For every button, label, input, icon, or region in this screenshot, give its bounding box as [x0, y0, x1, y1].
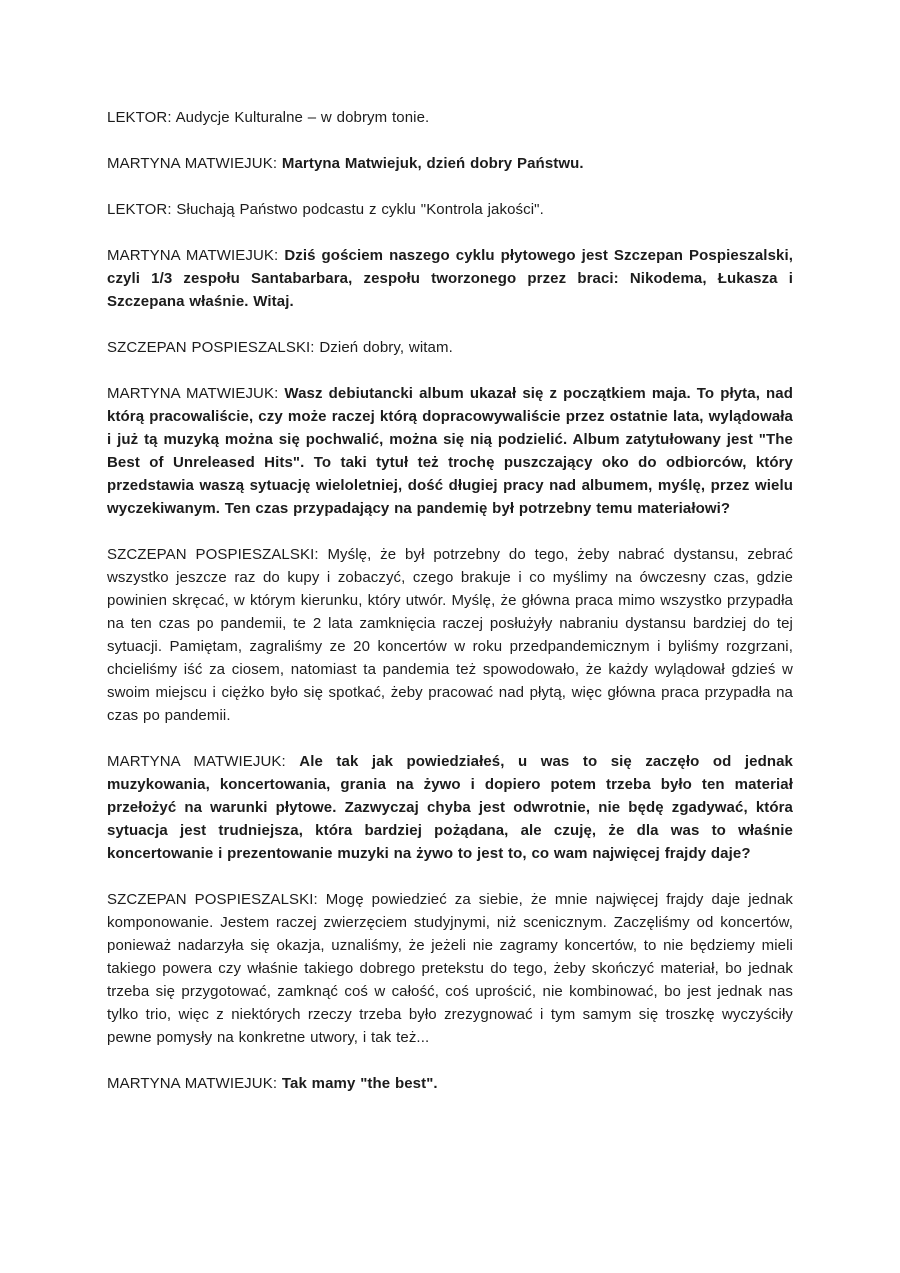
- speaker-label: SZCZEPAN POSPIESZALSKI:: [107, 546, 319, 563]
- transcript-paragraph: [107, 543, 793, 727]
- transcript-paragraph: [107, 152, 793, 175]
- speaker-label: MARTYNA MATWIEJUK:: [107, 1075, 278, 1092]
- speaker-label: MARTYNA MATWIEJUK:: [107, 155, 278, 172]
- speech-text: Tak mamy "the best".: [281, 1075, 438, 1092]
- transcript-paragraph: [107, 198, 793, 221]
- transcript-body: [107, 106, 793, 1095]
- speech-text: Dziś gościem naszego cyklu płytowego jest Szczepan Pospieszalski, czyli 1/3 zespołu Santabarbara, zespołu tworzonego przez braci: Nikodema, Łukasza i Szczepana właśnie. Witaj.: [107, 247, 793, 310]
- speaker-label: MARTYNA MATWIEJUK:: [107, 385, 279, 402]
- speech-text: Ale tak jak powiedziałeś, u was to się zaczęło od jednak muzykowania, koncertowania, grania na żywo i dopiero potem trzeba było ten materiał przełożyć na warunki płytowe. Zazwyczaj chyba jest odwrotnie, nie będę zgadywać, która sytuacja jest trudniejsza, która bardziej pożądana, ale czuję, że dla was to właśnie koncertowanie i prezentowanie muzyki na żywo to jest to, co wam najwięcej frajdy daje?: [107, 753, 793, 862]
- transcript-paragraph: [107, 336, 793, 359]
- speaker-label: SZCZEPAN POSPIESZALSKI:: [107, 339, 315, 356]
- speaker-label: LEKTOR:: [107, 109, 172, 126]
- speaker-label: LEKTOR:: [107, 201, 172, 218]
- speech-text: Myślę, że był potrzebny do tego, żeby nabrać dystansu, zebrać wszystko jeszcze raz do kupy i zobaczyć, czego brakuje i co myślimy na ówczesny czas, gdzie powinien skręcać, w którym kierunku, który utwór. Myślę, że główna praca mimo wszystko przypadła na ten czas po pandemii, te 2 lata zamknięcia raczej posłużyły nabraniu dystansu bardziej do tej sytuacji. Pamiętam, zagraliśmy ze 20 koncertów w roku przedpandemicznym i byliśmy rozgrzani, chcieliśmy iść za ciosem, natomiast ta pandemia też spowodowało, że każdy wylądował gdzieś w swoim miejscu i ciężko było się spotkać, żeby pracować nad płytą, więc główna praca przypadła na czas po pandemii.: [107, 546, 793, 724]
- transcript-paragraph: [107, 244, 793, 313]
- transcript-paragraph: [107, 888, 793, 1049]
- speaker-label: MARTYNA MATWIEJUK:: [107, 247, 279, 264]
- speech-text: Martyna Matwiejuk, dzień dobry Państwu.: [281, 155, 584, 172]
- speech-text: Wasz debiutancki album ukazał się z początkiem maja. To płyta, nad którą pracowaliście, czy może raczej którą dopracowywaliście przez ostatnie lata, wylądowała i już tą muzyką można się pochwalić, można się nią podzielić. Album zatytułowany jest "The Best of Unreleased Hits". To taki tytuł też trochę puszczający oko do odbiorców, który przedstawia waszą sytuację wieloletniej, dość długiej pracy nad albumem, myślę, przez wielu wyczekiwanym. Ten czas przypadający na pandemię był potrzebny temu materiałowi?: [107, 385, 793, 517]
- transcript-paragraph: [107, 1072, 793, 1095]
- speech-text: Słuchają Państwo podcastu z cyklu "Kontrola jakości".: [176, 201, 544, 218]
- speech-text: Mogę powiedzieć za siebie, że mnie najwięcej frajdy daje jednak komponowanie. Jestem raczej zwierzęciem studyjnymi, niż scenicznym. Zaczęliśmy od koncertów, ponieważ nadarzyła się okazja, uznaliśmy, że jeżeli nie zagramy koncertów, to nie będziemy mieli takiego powera czy właśnie takiego dobrego pretekstu do tego, żeby skończyć materiał, bo jednak trzeba się przygotować, zamknąć coś w całość, coś uprościć, nie kombinować, bo jest jednak nas tylko trio, więc z niektórych rzeczy trzeba było zrezygnować i tym samym się troszkę wyczyściły pewne pomysły na konkretne utwory, i tak też...: [107, 891, 793, 1046]
- speech-text: Audycje Kulturalne – w dobrym tonie.: [175, 109, 430, 126]
- transcript-paragraph: [107, 750, 793, 865]
- speech-text: Dzień dobry, witam.: [319, 339, 453, 356]
- transcript-paragraph: [107, 106, 793, 129]
- speaker-label: SZCZEPAN POSPIESZALSKI:: [107, 891, 318, 908]
- transcript-paragraph: [107, 382, 793, 520]
- speaker-label: MARTYNA MATWIEJUK:: [107, 753, 286, 770]
